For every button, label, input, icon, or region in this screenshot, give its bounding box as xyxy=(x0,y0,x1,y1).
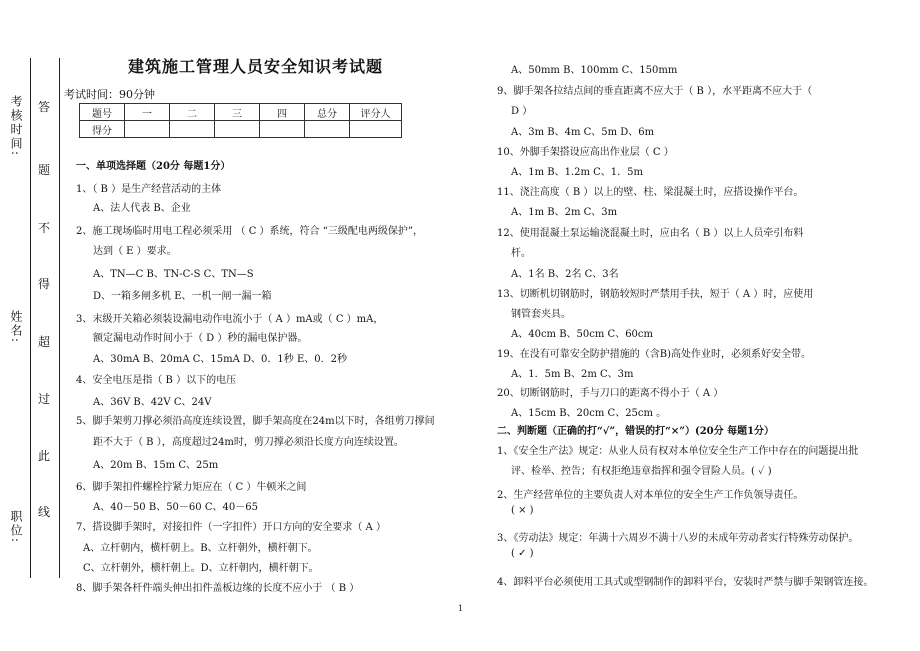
question-line: 6、脚手架扣件螺栓拧紧力矩应在（ C ）牛顿米之间 xyxy=(76,482,307,493)
name-margin-label: 姓名: xyxy=(9,310,23,345)
question-line: 杆。 xyxy=(511,248,531,259)
seal-char: 超 xyxy=(38,335,51,349)
question-line: A、20m B、15m C、25m xyxy=(93,460,219,471)
score-cell-3[interactable] xyxy=(215,121,260,138)
question-line: A、1m B、2m C、3m xyxy=(511,207,618,218)
question-line: 1、（ B ）是生产经营活动的主体 xyxy=(76,184,222,195)
question-line: ( ✓ ) xyxy=(511,548,534,559)
question-line: 9、脚手架各拉结点间的垂直距离不应大于（ B ），水平距离不应大于（ xyxy=(497,86,813,97)
question-line: 11、浇注高度（ B ）以上的壁、柱、梁混凝土时，应搭设操作平台。 xyxy=(497,187,804,198)
question-line: A、1．5m B、2m C、3m xyxy=(511,369,634,380)
question-line: 13、切断机切钢筋时，钢筋较短时严禁用手扶，短于（ A ）时，应使用 xyxy=(497,289,814,300)
page-title: 建筑施工管理人员安全知识考试题 xyxy=(128,57,384,76)
seal-char: 题 xyxy=(38,163,51,177)
question-line: 距不大于（ B ），高度超过24m时，剪刀撑必须沿长度方向连续设置。 xyxy=(93,437,404,448)
question-line: 7、搭设脚手架时，对接扣件（一字扣件）开口方向的安全要求（ A ） xyxy=(76,522,386,533)
question-line: 额定漏电动作时间小于（ D ）秒的漏电保护器。 xyxy=(93,333,308,344)
question-line: 4、卸料平台必须使用工具式或型钢制作的卸料平台，安装时严禁与脚手架钢管连接。 xyxy=(497,577,874,588)
question-line: 12、使用混凝土泵运输浇混凝土时，应由名（ B ）以上人员牵引布料 xyxy=(497,228,804,239)
seal-char: 得 xyxy=(38,277,51,291)
question-line: 2、生产经营单位的主要负责人对本单位的安全生产工作负领导责任。 xyxy=(497,490,804,501)
score-cell-1[interactable] xyxy=(125,121,170,138)
score-table-header-cell: 三 xyxy=(215,104,260,121)
question-line: 钢管套夹具。 xyxy=(511,309,571,320)
question-line: ( × ) xyxy=(511,505,534,516)
score-table-header-row xyxy=(80,104,402,121)
question-line: A、36V B、42V C、24V xyxy=(93,397,212,408)
score-row-label: 得分 xyxy=(80,121,125,138)
question-line: 达到（ E ）要求。 xyxy=(93,246,177,257)
score-table-header-cell: 一 xyxy=(125,104,170,121)
section-heading-true-false: 二、判断题（正确的打“√”，错误的打“×”）(20分 每题1分） xyxy=(497,426,775,437)
score-table-header-cell: 题号 xyxy=(80,104,125,121)
seal-char: 过 xyxy=(38,392,51,406)
score-table xyxy=(79,103,402,138)
question-line: A、3m B、4m C、5m D、6m xyxy=(511,127,655,138)
question-line: C、立杆朝外，横杆朝上。D、立杆朝内，横杆朝下。 xyxy=(83,563,319,574)
question-line: A、立杆朝内，横杆朝上。B、立杆朝外，横杆朝下。 xyxy=(83,543,318,554)
question-line: 8、脚手架各杆件端头伸出扣件盖板边缘的长度不应小于 （ B ） xyxy=(76,583,360,594)
position-margin-label: 职位: xyxy=(9,510,23,545)
question-line: A、40－50 B、50－60 C、40－65 xyxy=(93,502,258,513)
score-table-header-cell: 二 xyxy=(170,104,215,121)
question-line: A、法人代表 B、企业 xyxy=(93,203,191,214)
question-line: A、1m B、1.2m C、1．5m xyxy=(511,167,644,178)
question-line: A、50mm B、100mm C、150mm xyxy=(511,65,678,76)
score-table-header-cell: 评分人 xyxy=(350,104,402,121)
question-line: A、TN—C B、TN-C-S C、TN—S xyxy=(93,269,254,280)
question-line: 20、切断钢筋时，手与刀口的距离不得小于（ A ） xyxy=(497,388,724,399)
seal-char: 线 xyxy=(38,505,51,519)
score-table-header-cell: 总分 xyxy=(305,104,350,121)
seal-char: 此 xyxy=(38,449,51,463)
score-cell-grader[interactable] xyxy=(350,121,402,138)
score-cell-2[interactable] xyxy=(170,121,215,138)
question-line: A、15cm B、20cm C、25cm 。 xyxy=(511,408,667,419)
question-line: A、40cm B、50cm C、60cm xyxy=(511,329,654,340)
score-table-header-cell: 四 xyxy=(260,104,305,121)
score-cell-4[interactable] xyxy=(260,121,305,138)
question-line: 3、《劳动法》规定：年满十六周岁不满十八岁的未成年劳动者实行特殊劳动保护。 xyxy=(497,533,859,544)
question-line: D ） xyxy=(511,106,533,117)
score-table-score-row xyxy=(80,121,402,138)
question-line: A、30mA B、20mA C、15mA D、0．1秒 E、0．2秒 xyxy=(93,354,347,365)
question-line: 2、施工现场临时用电工程必须采用 （ C ）系统，符合 “三级配电两级保护”， xyxy=(76,226,423,237)
binding-line-inner xyxy=(59,58,60,578)
question-line: 3、末级开关箱必须装设漏电动作电流小于（ A ）mA或（ C ）mA， xyxy=(76,314,384,325)
question-line: D、一箱多闸多机 E、一机一闸一漏一箱 xyxy=(93,291,272,302)
binding-line-outer xyxy=(30,58,31,578)
exam-time-margin-label: 考核时间: xyxy=(9,95,23,158)
question-line: 10、外脚手架搭设应高出作业层（ C ） xyxy=(497,147,674,158)
question-line: 4、安全电压是指（ B ）以下的电压 xyxy=(76,375,237,386)
seal-char: 不 xyxy=(38,221,51,235)
section-heading-single-choice: 一、单项选择题（20分 每题1分） xyxy=(76,161,231,172)
question-line: 评、检举、控告；有权拒绝违章指挥和强令冒险人员。( ✓ ) xyxy=(511,466,772,477)
question-line: 19、在没有可靠安全防护措施的（含B)高处作业时，必须系好安全带。 xyxy=(497,349,811,360)
exam-duration: 考试时间：90分钟 xyxy=(64,88,155,101)
seal-char: 答 xyxy=(38,100,51,114)
question-line: A、1名 B、2名 C、3名 xyxy=(511,269,619,280)
page-number: 1 xyxy=(458,604,464,613)
score-cell-total[interactable] xyxy=(305,121,350,138)
question-line: 1、《安全生产法》规定：从业人员有权对本单位安全生产工作中存在的问题提出批 xyxy=(497,446,859,457)
question-line: 5、脚手架剪刀撑必须沿高度连续设置，脚手架高度在24m以下时，各组剪刀撑间 xyxy=(76,416,435,427)
